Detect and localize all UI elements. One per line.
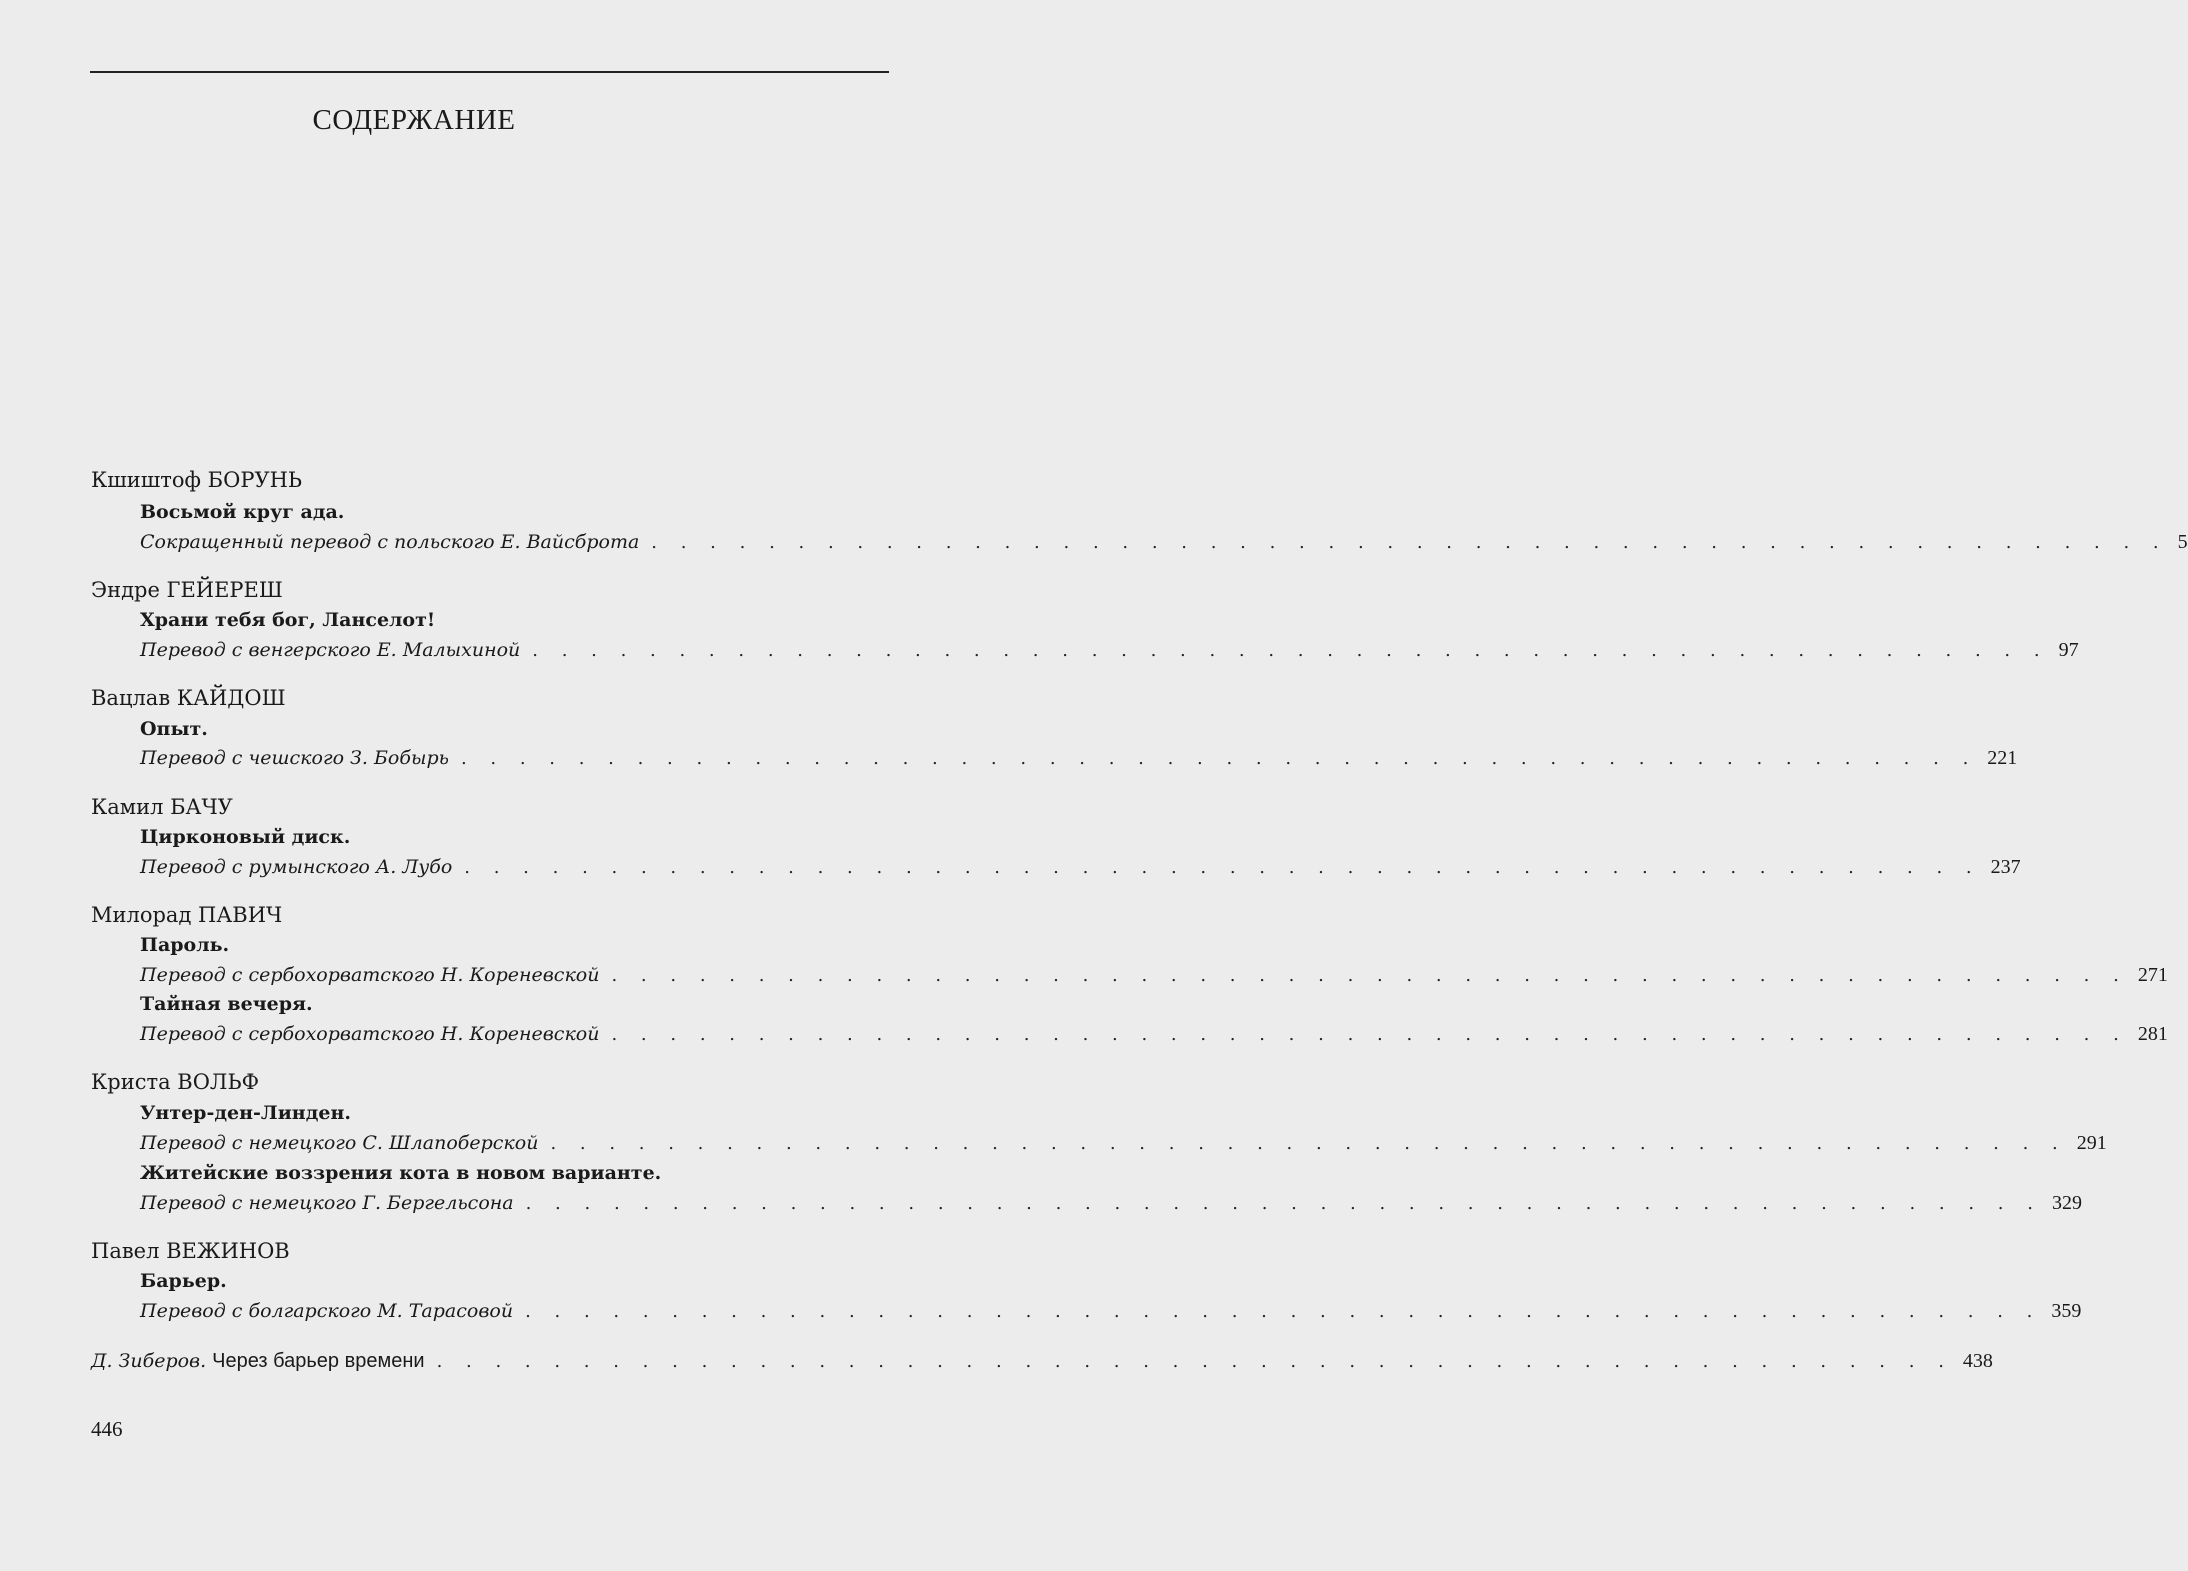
toc-translation-credit: Перевод с болгарского М. Тарасовой [140,1300,514,1322]
afterword-author: Д. Зиберов. [91,1350,207,1372]
dot-leader: . . . . . . . . . . . . . . . . . . . . . . . . . . . . . . . . . . . . . . . . . . . . . . . . . . . . [611,1024,2128,1045]
toc-author: Кшиштоф БОРУНЬ [91,468,303,492]
page-title: СОДЕРЖАНИЕ [312,104,516,136]
dot-leader: . . . . . . . . . . . . . . . . . . . . . . . . . . . . . . . . . . . . . . . . . . . . . . . . . . . . [651,532,2168,553]
toc-translation-credit: Сокращенный перевод с польского Е. Вайсброта [140,531,640,553]
toc-line[interactable] [140,637,2079,664]
toc-page-ref: 359 [2051,1300,2082,1322]
toc-translation-credit: Перевод с венгерского Е. Малыхиной [140,639,521,661]
toc-work-title: Восьмой круг ада. [140,501,345,523]
dot-leader: . . . . . . . . . . . . . . . . . . . . . . . . . . . . . . . . . . . . . . . . . . . . . . . . . . . . [460,748,1978,769]
toc-line[interactable] [140,962,2168,989]
toc-author: Павел ВЕЖИНОВ [91,1239,290,1263]
toc-translation-credit: Перевод с румынского А. Лубо [140,856,453,878]
toc-work-title: Тайная вечеря. [140,993,313,1015]
toc-author: Вацлав КАЙДОШ [91,686,286,710]
toc-author: Криста ВОЛЬФ [91,1070,260,1094]
dot-leader: . . . . . . . . . . . . . . . . . . . . . . . . . . . . . . . . . . . . . . . . . . . . . . . . . . . . [436,1351,1953,1372]
toc-page-ref: 281 [2137,1023,2168,1045]
toc-page-ref: 438 [1962,1350,1993,1372]
toc-page-ref: 329 [2051,1192,2082,1214]
toc-line[interactable] [140,1130,2107,1157]
toc-line[interactable] [140,745,2018,772]
toc-translation-credit: Перевод с немецкого Г. Бергельсона [140,1192,514,1214]
toc-line[interactable] [140,529,2188,556]
toc-page-ref: 221 [1987,747,2018,769]
toc-work-title: Опыт. [140,718,208,740]
toc-work-title: Храни тебя бог, Ланселот! [140,609,436,631]
toc-translation-credit: Перевод с немецкого С. Шлапоберской [140,1132,539,1154]
dot-leader: . . . . . . . . . . . . . . . . . . . . . . . . . . . . . . . . . . . . . . . . . . . . . . . . . . . . [532,640,2049,661]
dot-leader: . . . . . . . . . . . . . . . . . . . . . . . . . . . . . . . . . . . . . . . . . . . . . . . . . . . . [464,857,1981,878]
toc-translation-credit: Перевод с чешского З. Бобырь [140,747,449,769]
toc-page-ref: 271 [2137,964,2168,986]
dot-leader: . . . . . . . . . . . . . . . . . . . . . . . . . . . . . . . . . . . . . . . . . . . . . . . . . . . . [611,965,2128,986]
toc-page-ref: 237 [1990,856,2021,878]
toc-line[interactable] [140,1021,2168,1048]
toc-translation-credit: Перевод с сербохорватского Н. Кореневской [140,964,600,986]
toc-afterword-line[interactable] [91,1348,1993,1375]
toc-author: Милорад ПАВИЧ [91,903,283,927]
toc-line[interactable] [140,1298,2082,1325]
dot-leader: . . . . . . . . . . . . . . . . . . . . . . . . . . . . . . . . . . . . . . . . . . . . . . . . . . . . [525,1301,2042,1322]
toc-work-title: Пароль. [140,934,230,956]
toc-author: Эндре ГЕЙЕРЕШ [91,578,283,602]
toc-translation-credit: Перевод с сербохорватского Н. Кореневской [140,1023,600,1045]
toc-page-ref: 291 [2076,1132,2107,1154]
toc-work-title: Унтер-ден-Линден. [140,1102,351,1124]
toc-work-title: Житейские воззрения кота в новом варианте. [140,1162,662,1184]
toc-page-ref: 97 [2058,639,2079,661]
dot-leader: . . . . . . . . . . . . . . . . . . . . . . . . . . . . . . . . . . . . . . . . . . . . . . . . . . . . [525,1193,2042,1214]
toc-line[interactable] [140,1190,2082,1217]
toc-line[interactable] [140,854,2021,881]
toc-work-title: Барьер. [140,1270,227,1292]
dot-leader: . . . . . . . . . . . . . . . . . . . . . . . . . . . . . . . . . . . . . . . . . . . . . . . . . . . . [550,1133,2067,1154]
afterword-title: Через барьер времени [212,1350,425,1372]
toc-work-title: Цирконовый диск. [140,826,351,848]
toc-page-ref: 5 [2177,531,2188,553]
toc-author: Камил БАЧУ [91,795,233,819]
page-number: 446 [91,1417,123,1441]
